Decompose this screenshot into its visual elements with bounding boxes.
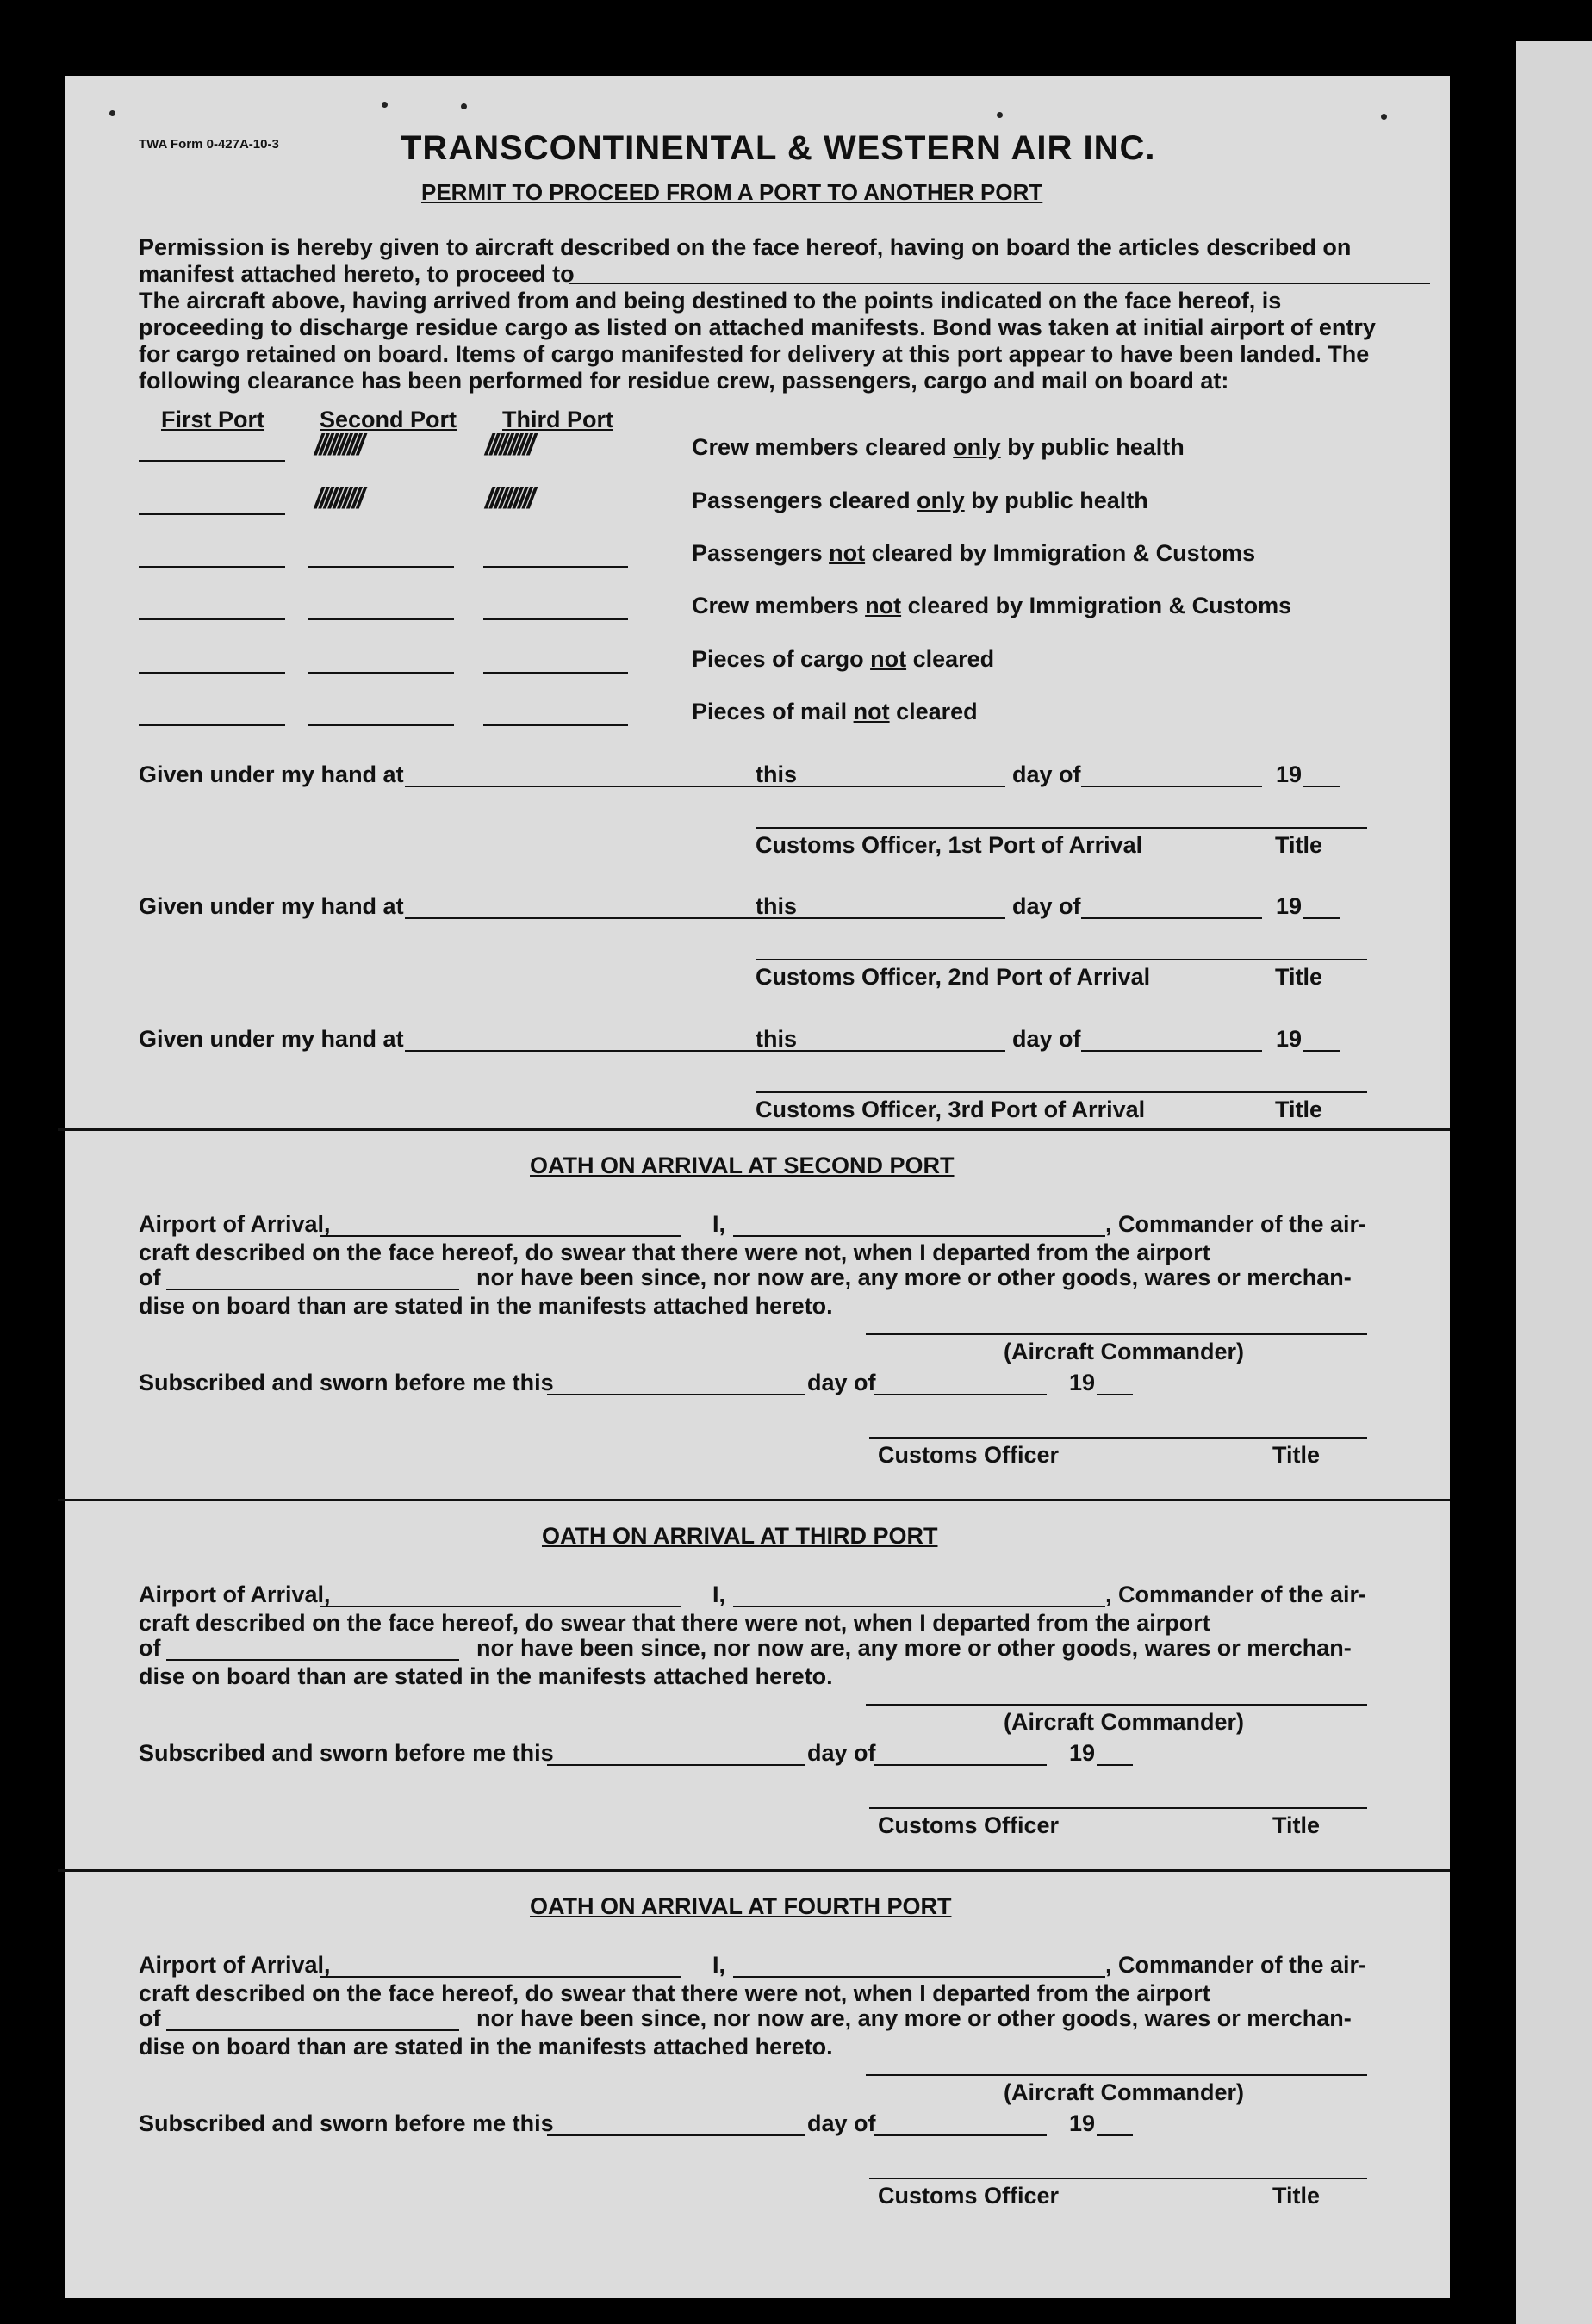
day-of-label: day of (1012, 1026, 1081, 1052)
first-port-blank[interactable] (139, 672, 285, 674)
clearance-label (692, 648, 994, 671)
second-port-hatch: ////////// (314, 429, 362, 462)
day-of-label: day of (1012, 893, 1081, 919)
year-label: 19 (1276, 1026, 1303, 1052)
third-port-hatch: ////////// (485, 482, 532, 515)
sworn-day-blank[interactable] (547, 1394, 805, 1395)
third-port-hatch: ////////// (485, 429, 532, 462)
oath-line-2: craft described on the face hereof, do swear that there were not, when I departed from the airport (139, 1980, 1210, 2006)
day-of-label: day of (807, 1740, 876, 1766)
aircraft-commander-caption: (Aircraft Commander) (1004, 1709, 1245, 1735)
speck (461, 103, 467, 109)
permission-line-4: proceeding to discharge residue cargo as listed on attached manifests. Bond was taken at initial airport of entry (139, 314, 1376, 340)
subscribed-label: Subscribed and sworn before me this (139, 1370, 554, 1395)
second-port-blank[interactable] (308, 566, 454, 568)
first-port-blank[interactable] (139, 460, 285, 462)
customs-officer-caption: Customs Officer (878, 1812, 1060, 1838)
customs-officer-caption: Customs Officer, 2nd Port of Arrival (756, 964, 1151, 990)
given-under-hand-label: Given under my hand at (139, 761, 404, 787)
this-label: this (756, 893, 798, 919)
clearance-label-post: cleared (906, 646, 995, 672)
year-label: 19 (1276, 893, 1303, 919)
sworn-day-blank[interactable] (547, 1764, 805, 1766)
oath-line-3: nor have been since, nor now are, any more or other goods, wares or merchan- (476, 2005, 1352, 2031)
subscribed-label: Subscribed and sworn before me this (139, 1740, 554, 1766)
section-divider (58, 1128, 1450, 1131)
day-of-label: day of (807, 2110, 876, 2136)
oath-line-3: nor have been since, nor now are, any more or other goods, wares or merchan- (476, 1635, 1352, 1661)
departure-airport-blank[interactable] (166, 1659, 459, 1661)
second-port-blank[interactable] (308, 724, 454, 726)
third-port-blank[interactable] (483, 672, 628, 674)
third-port-heading: Third Port (502, 407, 613, 432)
aircraft-commander-caption: (Aircraft Commander) (1004, 1339, 1245, 1364)
clearance-label (692, 436, 1185, 459)
speck (1381, 114, 1387, 120)
commander-signature-line[interactable] (866, 1333, 1367, 1335)
clearance-label-emphasis: only (917, 488, 965, 513)
of-label: of (139, 1265, 161, 1290)
first-port-blank[interactable] (139, 618, 285, 620)
of-label: of (139, 2005, 161, 2031)
i-label: I, (712, 1952, 726, 1978)
third-port-blank[interactable] (483, 566, 628, 568)
given-month-blank[interactable] (1081, 786, 1262, 787)
of-label: of (139, 1635, 161, 1661)
sworn-year-blank[interactable] (1097, 1764, 1133, 1766)
airport-of-arrival-label: Airport of Arrival, (139, 1952, 331, 1978)
oath-fourth-port-heading: OATH ON ARRIVAL AT FOURTH PORT (530, 1893, 952, 1919)
title-caption: Title (1272, 1812, 1321, 1838)
permission-line-6: following clearance has been performed for residue crew, passengers, cargo and mail on board at: (139, 368, 1229, 394)
second-port-blank[interactable] (308, 672, 454, 674)
clearance-label-emphasis: not (865, 593, 902, 618)
title-caption: Title (1275, 1097, 1323, 1122)
airport-blank[interactable] (320, 1976, 681, 1978)
clearance-label-post: cleared by Immigration & Customs (865, 540, 1256, 566)
clearance-label (692, 700, 978, 724)
given-year-blank[interactable] (1303, 917, 1340, 919)
permission-line-5: for cargo retained on board. Items of cargo manifested for delivery at this port appear to have been landed. The (139, 341, 1370, 367)
airport-of-arrival-label: Airport of Arrival, (139, 1581, 331, 1607)
commander-name-blank[interactable] (733, 1606, 1105, 1607)
given-month-blank[interactable] (1081, 917, 1262, 919)
clearance-label-pre: Passengers cleared (692, 488, 917, 513)
oath-line-4: dise on board than are stated in the manifests attached hereto. (139, 1293, 833, 1319)
given-day-blank[interactable] (799, 1050, 1005, 1052)
clearance-label-post: cleared by Immigration & Customs (901, 593, 1292, 618)
given-year-blank[interactable] (1303, 786, 1340, 787)
clearance-label-emphasis: not (853, 699, 890, 724)
given-month-blank[interactable] (1081, 1050, 1262, 1052)
commander-tail: , Commander of the air- (1105, 1581, 1367, 1607)
clearance-label-post: cleared (889, 699, 978, 724)
year-label: 19 (1069, 1740, 1096, 1766)
destination-blank[interactable] (569, 283, 1430, 284)
day-of-label: day of (807, 1370, 876, 1395)
given-under-hand-label: Given under my hand at (139, 1026, 404, 1052)
third-port-blank[interactable] (483, 724, 628, 726)
this-label: this (756, 761, 798, 787)
given-under-hand-label: Given under my hand at (139, 893, 404, 919)
sworn-month-blank[interactable] (874, 1764, 1047, 1766)
commander-signature-line[interactable] (866, 1704, 1367, 1706)
year-label: 19 (1276, 761, 1303, 787)
first-port-blank[interactable] (139, 566, 285, 568)
speck (997, 112, 1003, 118)
given-day-blank[interactable] (799, 786, 1005, 787)
clearance-label-pre: Pieces of cargo (692, 646, 871, 672)
day-of-label: day of (1012, 761, 1081, 787)
clearance-label-post: by public health (964, 488, 1148, 513)
commander-tail: , Commander of the air- (1105, 1952, 1367, 1978)
commander-tail: , Commander of the air- (1105, 1211, 1367, 1237)
form-number: TWA Form 0-427A-10-3 (139, 137, 279, 152)
second-port-hatch: ////////// (314, 482, 362, 515)
speck (382, 102, 388, 108)
first-port-heading: First Port (161, 407, 265, 432)
sworn-day-blank[interactable] (547, 2134, 805, 2136)
third-port-blank[interactable] (483, 618, 628, 620)
airport-of-arrival-label: Airport of Arrival, (139, 1211, 331, 1237)
clearance-label-post: by public health (1000, 434, 1185, 460)
form-page (65, 76, 1450, 2298)
officer-signature-line[interactable] (756, 827, 1367, 829)
airport-blank[interactable] (320, 1235, 681, 1237)
given-day-blank[interactable] (799, 917, 1005, 919)
this-label: this (756, 1026, 798, 1052)
year-label: 19 (1069, 2110, 1096, 2136)
customs-officer-signature-line[interactable] (869, 2178, 1367, 2179)
departure-airport-blank[interactable] (166, 1289, 459, 1290)
clearance-label-emphasis: not (829, 540, 866, 566)
i-label: I, (712, 1581, 726, 1607)
departure-airport-blank[interactable] (166, 2029, 459, 2031)
adjacent-page-strip (1516, 41, 1592, 2324)
title-caption: Title (1272, 1442, 1321, 1468)
clearance-label-pre: Passengers (692, 540, 830, 566)
customs-officer-caption: Customs Officer, 1st Port of Arrival (756, 832, 1143, 858)
i-label: I, (712, 1211, 726, 1237)
aircraft-commander-caption: (Aircraft Commander) (1004, 2079, 1245, 2105)
sworn-month-blank[interactable] (874, 1394, 1047, 1395)
sworn-year-blank[interactable] (1097, 2134, 1133, 2136)
commander-name-blank[interactable] (733, 1235, 1105, 1237)
clearance-label-pre: Crew members cleared (692, 434, 954, 460)
year-label: 19 (1069, 1370, 1096, 1395)
second-port-blank[interactable] (308, 618, 454, 620)
clearance-label (692, 542, 1255, 565)
permit-title: PERMIT TO PROCEED FROM A PORT TO ANOTHER PORT (421, 179, 1043, 205)
customs-officer-signature-line[interactable] (869, 1807, 1367, 1809)
clearance-label-pre: Pieces of mail (692, 699, 854, 724)
second-port-heading: Second Port (320, 407, 457, 432)
subscribed-label: Subscribed and sworn before me this (139, 2110, 554, 2136)
officer-signature-line[interactable] (756, 959, 1367, 960)
clearance-label-emphasis: only (953, 434, 1001, 460)
customs-officer-signature-line[interactable] (869, 1437, 1367, 1439)
title-caption: Title (1275, 832, 1323, 858)
customs-officer-caption: Customs Officer (878, 2183, 1060, 2209)
section-divider (58, 1499, 1450, 1501)
clearance-label-emphasis: not (870, 646, 907, 672)
speck (109, 110, 115, 116)
oath-line-4: dise on board than are stated in the manifests attached hereto. (139, 2034, 833, 2060)
oath-third-port-heading: OATH ON ARRIVAL AT THIRD PORT (542, 1523, 938, 1549)
officer-signature-line[interactable] (756, 1091, 1367, 1093)
airport-blank[interactable] (320, 1606, 681, 1607)
sworn-year-blank[interactable] (1097, 1394, 1133, 1395)
oath-line-4: dise on board than are stated in the manifests attached hereto. (139, 1663, 833, 1689)
company-title: TRANSCONTINENTAL & WESTERN AIR INC. (401, 129, 1156, 167)
clearance-label (692, 594, 1291, 618)
permission-paragraph (139, 234, 1431, 395)
oath-line-3: nor have been since, nor now are, any more or other goods, wares or merchan- (476, 1265, 1352, 1290)
first-port-blank[interactable] (139, 724, 285, 726)
sworn-month-blank[interactable] (874, 2134, 1047, 2136)
clearance-label (692, 489, 1148, 513)
commander-name-blank[interactable] (733, 1976, 1105, 1978)
section-divider (58, 1869, 1450, 1872)
clearance-label-pre: Crew members (692, 593, 866, 618)
customs-officer-caption: Customs Officer, 3rd Port of Arrival (756, 1097, 1146, 1122)
oath-line-2: craft described on the face hereof, do swear that there were not, when I departed from the airport (139, 1240, 1210, 1265)
commander-signature-line[interactable] (866, 2074, 1367, 2076)
oath-line-2: craft described on the face hereof, do swear that there were not, when I departed from the airport (139, 1610, 1210, 1636)
first-port-blank[interactable] (139, 513, 285, 515)
oath-second-port-heading: OATH ON ARRIVAL AT SECOND PORT (530, 1153, 955, 1178)
permission-line-1: Permission is hereby given to aircraft described on the face hereof, having on board the articles described on (139, 234, 1352, 260)
given-year-blank[interactable] (1303, 1050, 1340, 1052)
title-caption: Title (1272, 2183, 1321, 2209)
permission-line-3: The aircraft above, having arrived from and being destined to the points indicated on the face hereof, is (139, 288, 1282, 314)
customs-officer-caption: Customs Officer (878, 1442, 1060, 1468)
permission-line-2: manifest attached hereto, to proceed to (139, 261, 575, 287)
title-caption: Title (1275, 964, 1323, 990)
